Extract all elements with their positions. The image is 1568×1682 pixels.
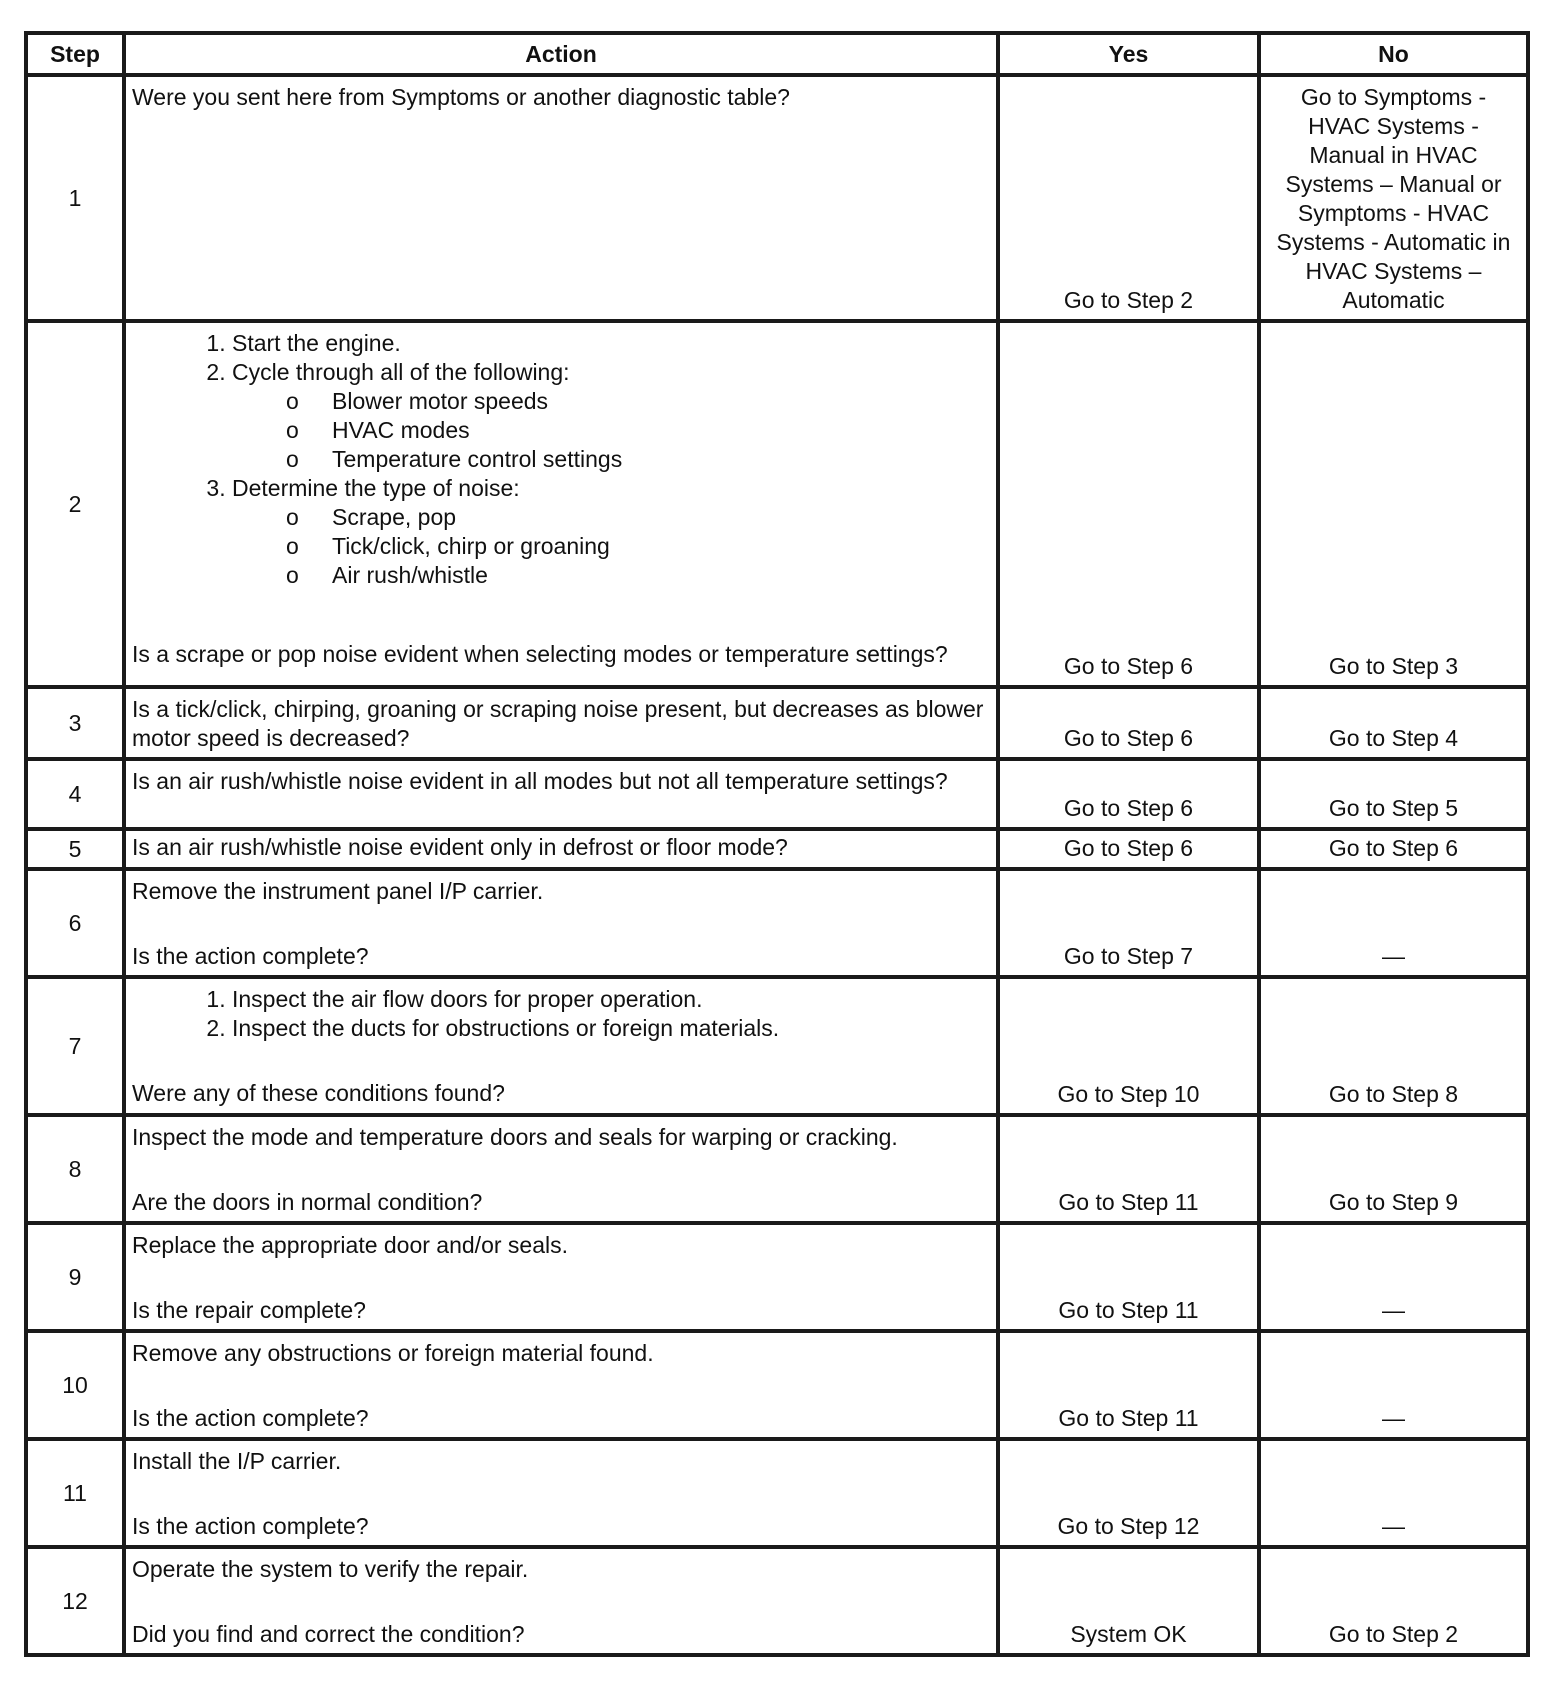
step-number: 2 bbox=[26, 321, 124, 687]
no-result: Go to Step 9 bbox=[1259, 1115, 1528, 1223]
sub-list bbox=[232, 387, 990, 474]
yes-result: Go to Step 11 bbox=[998, 1331, 1259, 1439]
action-cell bbox=[124, 687, 998, 759]
step-number: 9 bbox=[26, 1223, 124, 1331]
no-result: — bbox=[1259, 1331, 1528, 1439]
step-number: 5 bbox=[26, 829, 124, 869]
question-text: Is an air rush/whistle noise evident only in defrost or floor mode? bbox=[132, 834, 788, 860]
action-cell bbox=[124, 1547, 998, 1655]
question-text: Is the action complete? bbox=[132, 1405, 369, 1431]
procedure-list bbox=[184, 985, 990, 1043]
table-row bbox=[26, 1115, 1528, 1223]
sub-list-item: o Temperature control settings bbox=[332, 445, 990, 474]
header-action: Action bbox=[124, 33, 998, 75]
yes-result: System OK bbox=[998, 1547, 1259, 1655]
question-text: Is the repair complete? bbox=[132, 1297, 366, 1323]
yes-result: Go to Step 6 bbox=[998, 759, 1259, 829]
table-row bbox=[26, 977, 1528, 1115]
no-result: Go to Step 3 bbox=[1259, 321, 1528, 687]
action-cell bbox=[124, 1439, 998, 1547]
step-number: 3 bbox=[26, 687, 124, 759]
table-row bbox=[26, 1331, 1528, 1439]
action-cell bbox=[124, 1223, 998, 1331]
no-result: — bbox=[1259, 869, 1528, 977]
action-cell bbox=[124, 75, 998, 321]
sub-list-item: o Blower motor speeds bbox=[332, 387, 990, 416]
step-number: 1 bbox=[26, 75, 124, 321]
diagnostic-table bbox=[24, 31, 1530, 1657]
header-no: No bbox=[1259, 33, 1528, 75]
sub-list-item: o Air rush/whistle bbox=[332, 561, 990, 590]
action-cell bbox=[124, 829, 998, 869]
header-step: Step bbox=[26, 33, 124, 75]
yes-result: Go to Step 6 bbox=[998, 687, 1259, 759]
no-result: Go to Step 4 bbox=[1259, 687, 1528, 759]
yes-result: Go to Step 7 bbox=[998, 869, 1259, 977]
yes-result: Go to Step 6 bbox=[998, 829, 1259, 869]
step-number: 6 bbox=[26, 869, 124, 977]
header-yes: Yes bbox=[998, 33, 1259, 75]
yes-result: Go to Step 11 bbox=[998, 1223, 1259, 1331]
table-row bbox=[26, 321, 1528, 687]
question-text: Is an air rush/whistle noise evident in all modes but not all temperature settings? bbox=[132, 768, 948, 794]
list-item: 1. Inspect the air flow doors for proper operation. bbox=[232, 985, 990, 1014]
instruction-text: Remove the instrument panel I/P carrier. bbox=[132, 878, 544, 904]
question-text: Is the action complete? bbox=[132, 1513, 369, 1539]
instruction-text: Operate the system to verify the repair. bbox=[132, 1556, 529, 1582]
question-text: Were any of these conditions found? bbox=[132, 1080, 505, 1106]
yes-result: Go to Step 12 bbox=[998, 1439, 1259, 1547]
table-row bbox=[26, 829, 1528, 869]
table-row bbox=[26, 1547, 1528, 1655]
table-row bbox=[26, 759, 1528, 829]
sub-list bbox=[232, 503, 990, 590]
sub-list-item: o Tick/click, chirp or groaning bbox=[332, 532, 990, 561]
no-result: Go to Step 6 bbox=[1259, 829, 1528, 869]
no-result: Go to Step 8 bbox=[1259, 977, 1528, 1115]
question-text: Are the doors in normal condition? bbox=[132, 1189, 483, 1215]
step-number: 7 bbox=[26, 977, 124, 1115]
yes-result: Go to Step 2 bbox=[998, 75, 1259, 321]
table-row bbox=[26, 687, 1528, 759]
list-item: 3. Determine the type of noise: o Scrape, pop o Tick/click, chirp or groaning o Air rush/whistle bbox=[232, 474, 990, 590]
table-row bbox=[26, 1223, 1528, 1331]
action-cell bbox=[124, 1115, 998, 1223]
no-result: — bbox=[1259, 1223, 1528, 1331]
action-cell bbox=[124, 759, 998, 829]
sub-list-item: o Scrape, pop bbox=[332, 503, 990, 532]
step-number: 8 bbox=[26, 1115, 124, 1223]
instruction-text: Install the I/P carrier. bbox=[132, 1448, 342, 1474]
instruction-text: Remove any obstructions or foreign material found. bbox=[132, 1340, 654, 1366]
instruction-text: Inspect the mode and temperature doors and seals for warping or cracking. bbox=[132, 1124, 898, 1150]
table-row bbox=[26, 75, 1528, 321]
table-row bbox=[26, 1439, 1528, 1547]
header-row bbox=[26, 33, 1528, 75]
question-text: Is the action complete? bbox=[132, 943, 369, 969]
question-text: Is a tick/click, chirping, groaning or scraping noise present, but decreases as blower motor speed is decreased? bbox=[132, 696, 984, 751]
step-number: 11 bbox=[26, 1439, 124, 1547]
sub-list-item: o HVAC modes bbox=[332, 416, 990, 445]
yes-result: Go to Step 11 bbox=[998, 1115, 1259, 1223]
action-cell bbox=[124, 869, 998, 977]
question-text: Did you find and correct the condition? bbox=[132, 1621, 525, 1647]
step-number: 4 bbox=[26, 759, 124, 829]
step-number: 10 bbox=[26, 1331, 124, 1439]
yes-result: Go to Step 10 bbox=[998, 977, 1259, 1115]
question-text: Is a scrape or pop noise evident when selecting modes or temperature settings? bbox=[132, 641, 948, 667]
no-result: Go to Symptoms - HVAC Systems - Manual in HVAC Systems – Manual or Symptoms - HVAC Systems - Automatic in HVAC Systems – Automatic bbox=[1259, 75, 1528, 321]
no-result: Go to Step 5 bbox=[1259, 759, 1528, 829]
list-item: 1. Start the engine. bbox=[232, 329, 990, 358]
yes-result: Go to Step 6 bbox=[998, 321, 1259, 687]
list-item: 2. Inspect the ducts for obstructions or foreign materials. bbox=[232, 1014, 990, 1043]
action-cell bbox=[124, 977, 998, 1115]
no-result: — bbox=[1259, 1439, 1528, 1547]
procedure-list bbox=[184, 329, 990, 590]
list-item: 2. Cycle through all of the following: o Blower motor speeds o HVAC modes o Temperature control settings bbox=[232, 358, 990, 474]
no-result: Go to Step 2 bbox=[1259, 1547, 1528, 1655]
action-cell bbox=[124, 321, 998, 687]
step-number: 12 bbox=[26, 1547, 124, 1655]
question-text: Were you sent here from Symptoms or another diagnostic table? bbox=[132, 84, 790, 110]
action-cell bbox=[124, 1331, 998, 1439]
instruction-text: Replace the appropriate door and/or seals. bbox=[132, 1232, 569, 1258]
table-row bbox=[26, 869, 1528, 977]
